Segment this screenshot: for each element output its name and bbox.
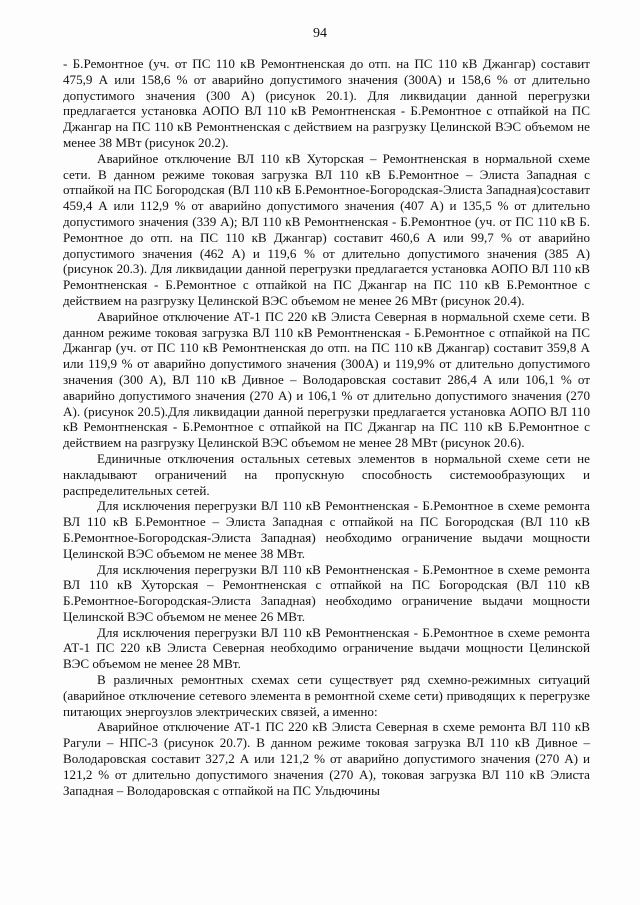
paragraph-at1-raguli-repair: Аварийное отключение АТ-1 ПС 220 кВ Элиста Северная в схеме ремонта ВЛ 110 кВ Рагули – НПС-3 (рисунок 20.7). В данном режиме токовая загрузка ВЛ 110 кВ Дивное – Володаровская составит 327,2 А или 121,2 % от аварийно допустимого значения (270 А) и 121,2 % от длительно допустимого значения (270 А), токовая загрузка ВЛ 110 кВ Элиста Западная – Володаровская с отпайкой на ПС Ульдючины — [63, 719, 590, 798]
paragraph-continuation: - Б.Ремонтное (уч. от ПС 110 кВ Ремонтненская до отп. на ПС 110 кВ Джангар) составит 475,9 А или 158,6 % от аварийно допустимого значения (300А) и 158,6 % от длительно допустимого значения (300 А) (рисунок 20.1). Для ликвидации данной перегрузки предлагается установка АОПО ВЛ 110 кВ Ремонтненская - Б.Ремонтное с отпайкой на ПС Джангар на ПС 110 кВ Ремонтненская с действием на разгрузку Целинской ВЭС объемом не менее 38 МВт (рисунок 20.2). — [63, 56, 590, 150]
page-number: 94 — [313, 26, 327, 41]
paragraph-elista-at1-outage: Аварийное отключение АТ-1 ПС 220 кВ Элиста Северная в нормальной схеме сети. В данном режиме токовая загрузка ВЛ 110 кВ Ремонтненская - Б.Ремонтное с отпайкой на ПС Джангар (уч. от ПС 110 кВ Ремонтненская до отп. на ПС 110 кВ Джангар) составит 359,8 А или 119,9 % от аварийно допустимого значения (300А) и 119,9% от длительно допустимого значения (300 А), ВЛ 110 кВ Дивное – Володаровская составит 286,4 А или 106,1 % от аварийно допустимого значения (270 А) и 106,1 % от длительно допустимого значения (270 А). (рисунок 20.5).Для ликвидации данной перегрузки предлагается установка АОПО ВЛ 110 кВ Ремонтненская - Б.Ремонтное с отпайкой на ПС Джангар на ПС 110 кВ Б.Ремонтное с действием на разгрузку Целинской ВЭС объемом не менее 28 МВт (рисунок 20.6). — [63, 308, 590, 451]
document-body — [63, 56, 590, 798]
paragraph-repair-schemes-intro: В различных ремонтных схемах сети существует ряд схемно-режимных ситуаций (аварийное отключение сетевого элемента в ремонтной схеме сети) приводящих к перегрузке питающих энергоузлов электрических связей, а именно: — [63, 672, 590, 719]
paragraph-repair-elista-zapadnaya: Для исключения перегрузки ВЛ 110 кВ Ремонтненская - Б.Ремонтное в схеме ремонта ВЛ 110 кВ Б.Ремонтное – Элиста Западная с отпайкой на ПС Богородская (ВЛ 110 кВ Б.Ремонтное-Богородская-Элиста Западная) необходимо ограничение выдачи мощности Целинской ВЭС объемом не менее 38 МВт. — [63, 498, 590, 561]
paragraph-repair-at1: Для исключения перегрузки ВЛ 110 кВ Ремонтненская - Б.Ремонтное в схеме ремонта АТ-1 ПС 220 кВ Элиста Северная необходимо ограничение выдачи мощности Целинской ВЭС объемом не менее 28 МВт. — [63, 624, 590, 672]
paragraph-repair-khutorskaya: Для исключения перегрузки ВЛ 110 кВ Ремонтненская - Б.Ремонтное в схеме ремонта ВЛ 110 кВ Хуторская – Ремонтненская с отпайкой на ПС Богородская (ВЛ 110 кВ Б.Ремонтное-Богородская-Элиста Западная) необходимо ограничение выдачи мощности Целинской ВЭС объемом не менее 26 МВт. — [63, 561, 590, 624]
paragraph-single-outages: Единичные отключения остальных сетевых элементов в нормальной схеме сети не накладывают ограничений на пропускную способность системообразующих и распределительных сетей. — [63, 450, 590, 498]
paragraph-khutorskaya-outage: Аварийное отключение ВЛ 110 кВ Хуторская – Ремонтненская в нормальной схеме сети. В данном режиме токовая загрузка ВЛ 110 кВ Б.Ремонтное – Элиста Западная с отпайкой на ПС Богородская (ВЛ 110 кВ Б.Ремонтное-Богородская-Элиста Западная)составит 459,4 А или 112,9 % от аварийно допустимого значения (407 А) и 135,5 % от длительно допустимого значения (339 А); ВЛ 110 кВ Ремонтненская - Б.Ремонтное (уч. от ПС 110 кВ Б. Ремонтное до отп. на ПС 110 кВ Джангар) составит 460,6 А или 99,7 % от аварийно допустимого значения (462 А) и 119,6 % от длительно допустимого значения (385 А) (рисунок 20.3). Для ликвидации данной перегрузки предлагается установка АОПО ВЛ 110 кВ Ремонтненская - Б.Ремонтное с отпайкой на ПС Джангар на ПС 110 кВ Б.Ремонтное с действием на разгрузку Целинской ВЭС объемом не менее 26 МВт (рисунок 20.4). — [63, 150, 590, 308]
